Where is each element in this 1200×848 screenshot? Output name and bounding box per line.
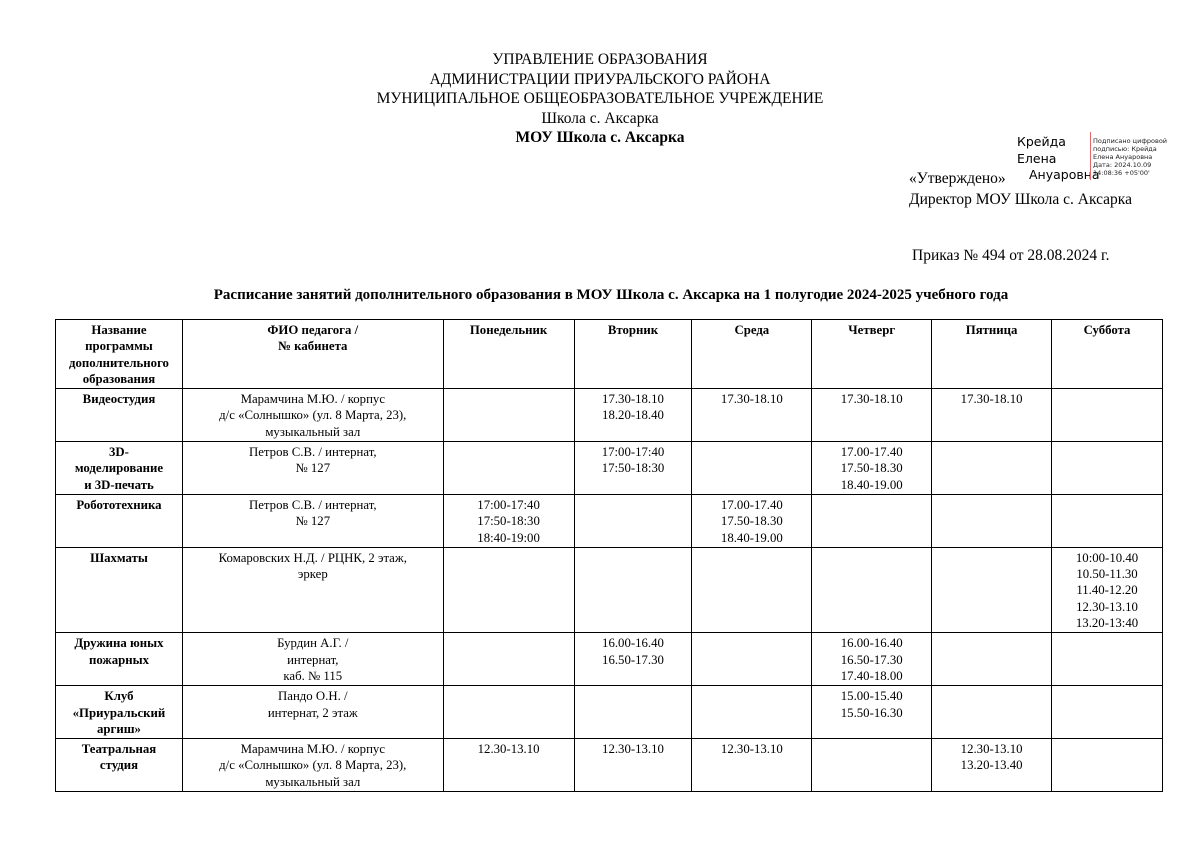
- signature-patronymic: Ануаровна: [1029, 167, 1100, 182]
- cell-text: 16.50-17.30: [602, 652, 664, 667]
- document-header: [0, 50, 1200, 148]
- cell-text: 16.00-16.40: [602, 636, 664, 651]
- column-header-text: Вторник: [607, 323, 659, 337]
- column-header-monday: [443, 320, 574, 389]
- cell-friday: [932, 547, 1052, 632]
- cell-wednesday: [692, 389, 812, 442]
- cell-text: Театральная: [81, 742, 157, 757]
- cell-text: 3D-: [109, 445, 129, 460]
- cell-text: Дружина юных: [74, 636, 164, 651]
- cell-friday: [932, 389, 1052, 442]
- cell-wednesday: [692, 633, 812, 686]
- cell-thursday: [812, 686, 932, 739]
- signature-note-line: подписью: Крейда: [1093, 145, 1157, 153]
- cell-tuesday: [574, 686, 692, 739]
- header-school-name: Школа с. Аксарка: [541, 109, 659, 127]
- cell-text: 18.20-18.40: [602, 408, 664, 423]
- cell-text: Петров С.В. / интернат,: [249, 497, 377, 512]
- column-header-friday: [932, 320, 1052, 389]
- cell-thursday: [812, 739, 932, 792]
- column-header-text: Четверг: [848, 323, 896, 337]
- cell-teacher: [182, 547, 443, 632]
- cell-program: [56, 389, 183, 442]
- header-school-short-name: МОУ Школа с. Аксарка: [515, 129, 685, 146]
- cell-text: 18.40-19.00: [720, 530, 783, 545]
- cell-tuesday: [574, 633, 692, 686]
- header-department: УПРАВЛЕНИЕ ОБРАЗОВАНИЯ: [492, 51, 708, 68]
- cell-text: Клуб: [104, 689, 134, 704]
- cell-text: 12.30-13.10: [720, 742, 783, 757]
- cell-text: 12.30-13.10: [477, 742, 540, 757]
- column-header-saturday: [1052, 320, 1163, 389]
- cell-text: 10.50-11.30: [1076, 567, 1138, 582]
- cell-thursday: [812, 442, 932, 495]
- cell-thursday: [812, 547, 932, 632]
- cell-tuesday: [574, 494, 692, 547]
- schedule-table-body: [56, 389, 1163, 792]
- cell-friday: [932, 739, 1052, 792]
- column-header-thursday: [812, 320, 932, 389]
- header-administration: АДМИНИСТРАЦИИ ПРИУРАЛЬСКОГО РАЙОНА: [429, 70, 771, 88]
- cell-program: [56, 494, 183, 547]
- cell-teacher: [182, 389, 443, 442]
- signature-note-line: 14:08:36 +05'00': [1093, 169, 1150, 177]
- column-header-teacher: [182, 320, 443, 389]
- cell-program: [56, 686, 183, 739]
- cell-teacher: [182, 442, 443, 495]
- cell-tuesday: [574, 442, 692, 495]
- cell-text: музыкальный зал: [265, 424, 361, 439]
- cell-text: 17.30-18.10: [960, 392, 1023, 407]
- cell-text: 17:00-17:40: [601, 445, 665, 460]
- cell-wednesday: [692, 739, 812, 792]
- cell-text: 18.40-19.00: [840, 477, 903, 492]
- cell-text: 17.50-18.30: [840, 461, 903, 476]
- cell-friday: [932, 494, 1052, 547]
- signature-note-line: Дата: 2024.10.09: [1093, 161, 1152, 169]
- cell-program: [56, 547, 183, 632]
- header-row: [56, 320, 1163, 389]
- cell-monday: [443, 389, 574, 442]
- cell-monday: [443, 633, 574, 686]
- cell-monday: [443, 686, 574, 739]
- cell-monday: [443, 494, 574, 547]
- approval-label: «Утверждено»: [909, 170, 1006, 187]
- cell-text: д/с «Солнышко» (ул. 8 Марта, 23),: [219, 758, 407, 773]
- table-row: [56, 442, 1163, 495]
- cell-text: д/с «Солнышко» (ул. 8 Марта, 23),: [219, 408, 407, 423]
- column-header-text: Среда: [734, 323, 770, 337]
- cell-text: 17:50-18:30: [601, 461, 665, 476]
- schedule-title: Расписание занятий дополнительного образования в МОУ Школа с. Аксарка на 1 полугодие 2024-2025 учебного года: [213, 287, 1009, 303]
- column-header-text: № кабинета: [278, 339, 348, 354]
- cell-wednesday: [692, 686, 812, 739]
- cell-monday: [443, 442, 574, 495]
- cell-text: 18:40-19:00: [477, 530, 540, 545]
- cell-thursday: [812, 494, 932, 547]
- column-header-text: Название: [91, 323, 147, 337]
- cell-saturday: [1052, 547, 1163, 632]
- cell-text: 17:00-17:40: [477, 497, 540, 512]
- cell-text: «Приуральский: [72, 705, 166, 720]
- cell-text: Бурдин А.Г. /: [277, 636, 349, 651]
- cell-text: 17:50-18:30: [477, 514, 540, 529]
- cell-thursday: [812, 633, 932, 686]
- column-header-text: Пятница: [965, 323, 1018, 337]
- cell-text: 17.30-18.10: [840, 392, 903, 407]
- cell-text: Шахматы: [90, 550, 148, 565]
- signature-first-name: Елена: [1017, 150, 1057, 166]
- table-row: [56, 494, 1163, 547]
- cell-text: № 127: [295, 461, 331, 476]
- cell-text: Марамчина М.Ю. / корпус: [240, 742, 385, 757]
- cell-thursday: [812, 389, 932, 442]
- cell-text: и 3D-печать: [84, 477, 154, 492]
- cell-text: 10:00-10.40: [1075, 550, 1139, 565]
- column-header-text: Понедельник: [469, 323, 548, 337]
- approval-block: [909, 168, 1132, 210]
- column-header-text: программы: [85, 339, 153, 354]
- cell-text: 17.50-18.30: [720, 514, 783, 529]
- cell-text: 13.20-13:40: [1075, 616, 1139, 631]
- cell-program: [56, 633, 183, 686]
- cell-monday: [443, 739, 574, 792]
- cell-text: музыкальный зал: [265, 774, 361, 789]
- cell-saturday: [1052, 633, 1163, 686]
- schedule-table: [55, 319, 1163, 792]
- cell-text: Комаровских Н.Д. / РЦНК, 2 этаж,: [218, 550, 407, 565]
- cell-tuesday: [574, 389, 692, 442]
- cell-teacher: [182, 739, 443, 792]
- table-row: [56, 389, 1163, 442]
- cell-text: интернат,: [287, 652, 339, 667]
- cell-teacher: [182, 633, 443, 686]
- table-row: [56, 686, 1163, 739]
- cell-text: пожарных: [88, 652, 149, 667]
- cell-text: 17.40-18.00: [840, 668, 903, 683]
- cell-text: 11.40-12.20: [1076, 583, 1138, 598]
- cell-text: Петров С.В. / интернат,: [249, 445, 377, 460]
- order-reference: Приказ № 494 от 28.08.2024 г.: [912, 247, 1110, 264]
- cell-program: [56, 442, 183, 495]
- cell-program: [56, 739, 183, 792]
- cell-saturday: [1052, 686, 1163, 739]
- cell-text: студия: [99, 758, 139, 773]
- signature-note-line: Елена Ануаровна: [1093, 153, 1153, 161]
- cell-friday: [932, 633, 1052, 686]
- cell-text: каб. № 115: [283, 668, 343, 683]
- cell-saturday: [1052, 494, 1163, 547]
- approval-director: Директор МОУ Школа с. Аксарка: [909, 191, 1132, 208]
- signature-note-line: Подписано цифровой: [1093, 137, 1168, 145]
- cell-text: Видеостудия: [82, 392, 156, 407]
- signature-surname: Крейда: [1017, 134, 1066, 149]
- cell-monday: [443, 547, 574, 632]
- cell-text: 17.30-18.10: [602, 392, 664, 407]
- column-header-wednesday: [692, 320, 812, 389]
- table-row: [56, 633, 1163, 686]
- cell-text: эркер: [297, 567, 328, 582]
- cell-tuesday: [574, 739, 692, 792]
- cell-friday: [932, 686, 1052, 739]
- column-header-tuesday: [574, 320, 692, 389]
- header-institution-type: МУНИЦИПАЛЬНОЕ ОБЩЕОБРАЗОВАТЕЛЬНОЕ УЧРЕЖДЕНИЕ: [376, 90, 824, 107]
- cell-text: моделирование: [74, 461, 164, 476]
- cell-text: интернат, 2 этаж: [267, 705, 358, 720]
- column-header-text: дополнительного: [68, 355, 169, 370]
- cell-text: 16.50-17.30: [840, 652, 903, 667]
- table-row: [56, 547, 1163, 632]
- cell-teacher: [182, 494, 443, 547]
- cell-saturday: [1052, 389, 1163, 442]
- cell-text: 13.20-13.40: [960, 758, 1023, 773]
- cell-saturday: [1052, 739, 1163, 792]
- cell-tuesday: [574, 547, 692, 632]
- cell-text: 12.30-13.10: [960, 742, 1023, 757]
- column-header-text: образования: [82, 371, 156, 386]
- column-header-text: Суббота: [1083, 323, 1131, 337]
- table-row: [56, 739, 1163, 792]
- schedule-table-header: [56, 320, 1163, 389]
- cell-text: 15.50-16.30: [840, 705, 903, 720]
- cell-text: Робототехника: [76, 497, 162, 512]
- cell-text: 17.00-17.40: [720, 497, 783, 512]
- cell-text: 12.30-13.10: [602, 742, 664, 757]
- cell-friday: [932, 442, 1052, 495]
- cell-text: № 127: [295, 514, 331, 529]
- cell-text: Пандо О.Н. /: [278, 689, 348, 704]
- cell-text: 15.00-15.40: [840, 689, 903, 704]
- cell-saturday: [1052, 442, 1163, 495]
- column-header-text: ФИО педагога /: [267, 323, 359, 337]
- cell-text: аргиш»: [97, 721, 141, 736]
- cell-text: 16.00-16.40: [840, 636, 903, 651]
- cell-teacher: [182, 686, 443, 739]
- cell-text: 17.30-18.10: [720, 392, 783, 407]
- cell-text: 17.00-17.40: [840, 445, 903, 460]
- cell-text: Марамчина М.Ю. / корпус: [240, 392, 385, 407]
- column-header-program: [56, 320, 183, 389]
- cell-wednesday: [692, 442, 812, 495]
- cell-wednesday: [692, 547, 812, 632]
- cell-text: 12.30-13.10: [1076, 599, 1138, 614]
- cell-wednesday: [692, 494, 812, 547]
